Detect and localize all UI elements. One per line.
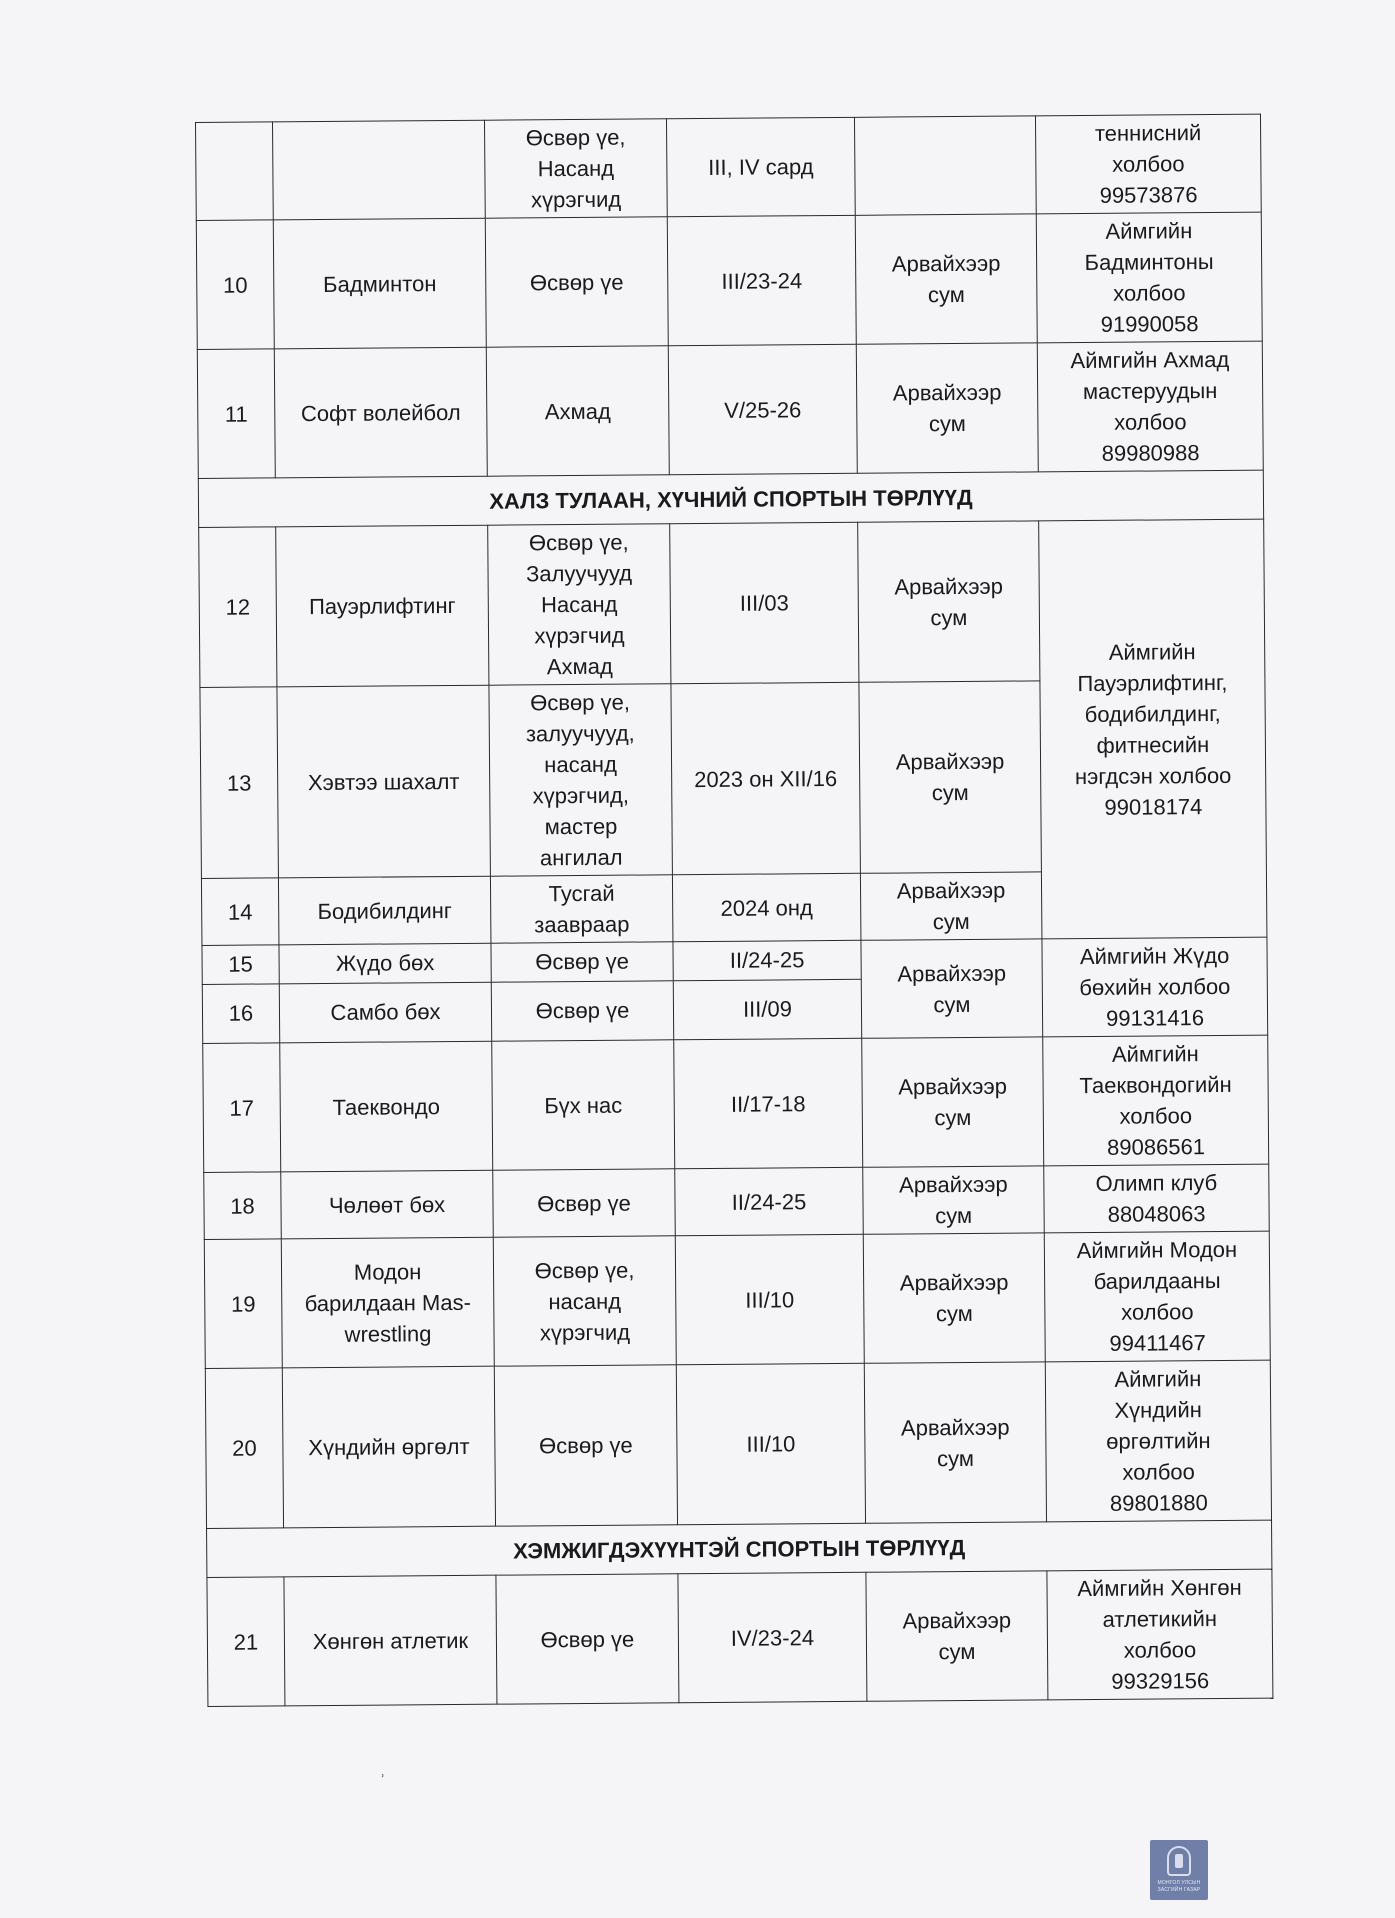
row-number: 12 <box>199 527 277 688</box>
event-date: III/03 <box>670 522 859 683</box>
organizer: Аймгийн Ахмад мастеруудын холбоо 89980988 <box>1037 341 1263 472</box>
row-number: 13 <box>200 687 278 879</box>
table-row <box>196 114 1262 220</box>
government-seal <box>1150 1840 1208 1900</box>
organizer: Олимп клуб 88048063 <box>1044 1164 1270 1233</box>
row-number: 21 <box>207 1577 285 1707</box>
table-row <box>202 937 1267 984</box>
event-date: III, IV сард <box>666 117 855 216</box>
event-place: Арвайхээр сум <box>863 1166 1045 1234</box>
event-date: III/10 <box>675 1234 864 1364</box>
organizer: Аймгийн Модон барилдааны холбоо 99411467 <box>1044 1231 1270 1362</box>
event-place: Арвайхээр сум <box>861 939 1043 1038</box>
event-date: III/09 <box>673 979 861 1040</box>
section-header-row <box>207 1520 1272 1577</box>
table-row <box>197 341 1263 478</box>
event-place: Арвайхээр сум <box>855 214 1037 344</box>
stray-mark: ˒ <box>380 1765 386 1782</box>
age-group: Өсвөр үе, Залуучууд Насанд хүрэгчид Ахмад <box>488 524 671 685</box>
sport-name: Самбо бөх <box>279 982 491 1043</box>
sport-name: Софт волейбол <box>274 347 487 478</box>
section-title-measured: ХЭМЖИГДЭХҮҮНТЭЙ СПОРТЫН ТӨРЛҮҮД <box>207 1520 1272 1577</box>
section-title-combat: ХАЛЗ ТУЛААН, ХҮЧНИЙ СПОРТЫН ТӨРЛҮҮД <box>198 470 1263 527</box>
row-number: 18 <box>204 1172 282 1240</box>
event-place: Арвайхээр сум <box>863 1233 1045 1363</box>
sport-name: Пауэрлифтинг <box>276 525 489 687</box>
organizer: Аймгийн Бадминтоны холбоо 91990058 <box>1036 212 1262 343</box>
row-number: 16 <box>202 984 279 1044</box>
seal-text: МОНГОЛ УЛСЫН ЗАСГИЙН ГАЗАР <box>1157 1880 1201 1893</box>
sport-name: Бодибилдинг <box>278 876 491 945</box>
table-row <box>204 1231 1270 1368</box>
sport-name: Таеквондо <box>280 1041 493 1172</box>
soyombo-emblem-icon <box>1167 1846 1191 1876</box>
sport-name: Хөнгөн атлетик <box>284 1575 497 1706</box>
event-date: V/25-26 <box>668 344 857 474</box>
age-group: Өсвөр үе <box>496 1574 679 1704</box>
organizer: Аймгийн Таеквондогийн холбоо 89086561 <box>1043 1035 1269 1166</box>
age-group: Өсвөр үе <box>491 942 673 982</box>
sport-name: Жүдо бөх <box>279 943 491 983</box>
table-row <box>199 519 1265 687</box>
sport-name: Хэвтээ шахалт <box>277 685 490 878</box>
event-date: IV/23-24 <box>678 1572 867 1702</box>
row-number: 11 <box>197 349 275 479</box>
table-row <box>196 212 1262 349</box>
age-group: Өсвөр үе, насанд хүрэгчид <box>493 1236 676 1366</box>
event-place: Арвайхээр сум <box>864 1362 1046 1523</box>
event-date: II/17-18 <box>674 1038 863 1168</box>
event-place: Арвайхээр сум <box>856 343 1038 473</box>
table-row <box>204 1164 1269 1239</box>
event-date: II/24-25 <box>673 940 861 980</box>
event-place: Арвайхээр сум <box>866 1571 1048 1701</box>
organizer: теннисний холбоо 99573876 <box>1035 114 1261 214</box>
sport-name <box>273 120 486 220</box>
event-date: II/24-25 <box>675 1167 864 1235</box>
row-number: 14 <box>201 878 279 946</box>
event-place: Арвайхээр сум <box>858 521 1040 682</box>
organizer: Аймгийн Хөнгөн атлетикийн холбоо 99329156 <box>1047 1569 1273 1700</box>
organizer: Аймгийн Пауэрлифтинг, бодибилдинг, фитнесийн нэгдсэн холбоо 99018174 <box>1039 519 1267 939</box>
organizer: Аймгийн Хүндийн өргөлтийн холбоо 89801880 <box>1045 1360 1271 1522</box>
age-group: Өсвөр үе <box>494 1365 677 1526</box>
age-group: Өсвөр үе <box>491 981 673 1042</box>
sport-name: Бадминтон <box>273 218 486 349</box>
event-date: III/23-24 <box>667 215 856 345</box>
row-number: 17 <box>203 1043 281 1173</box>
event-place <box>854 116 1036 215</box>
age-group: Өсвөр үе <box>493 1169 676 1237</box>
row-number <box>196 122 274 221</box>
event-place: Арвайхээр сум <box>860 872 1042 940</box>
event-date: 2023 он XII/16 <box>671 682 860 874</box>
age-group: Тусгай заавраар <box>490 875 673 943</box>
row-number: 10 <box>196 220 274 350</box>
table-row <box>207 1569 1273 1706</box>
row-number: 20 <box>205 1368 283 1529</box>
table-row <box>203 1035 1269 1172</box>
row-number: 19 <box>204 1239 282 1369</box>
event-place: Арвайхээр сум <box>862 1037 1044 1167</box>
event-date: III/10 <box>676 1363 865 1524</box>
event-place: Арвайхээр сум <box>859 681 1041 873</box>
section-header-row <box>198 470 1263 527</box>
competition-schedule-table <box>195 114 1273 1707</box>
age-group: Өсвөр үе, Насанд хүрэгчид <box>484 119 667 218</box>
table-row <box>205 1360 1271 1528</box>
event-date: 2024 онд <box>672 873 861 941</box>
age-group: Бүх нас <box>492 1040 675 1170</box>
row-number: 15 <box>202 945 279 984</box>
age-group: Ахмад <box>486 346 669 476</box>
age-group: Өсвөр үе <box>485 217 668 347</box>
organizer: Аймгийн Жүдо бөхийн холбоо 99131416 <box>1042 937 1268 1037</box>
sport-name: Модон барилдаан Mas- wrestling <box>281 1237 494 1368</box>
sport-name: Хүндийн өргөлт <box>282 1366 495 1528</box>
age-group: Өсвөр үе, залуучууд, насанд хүрэгчид, мастер ангилал <box>489 684 672 876</box>
sport-name: Чөлөөт бөх <box>281 1170 494 1239</box>
